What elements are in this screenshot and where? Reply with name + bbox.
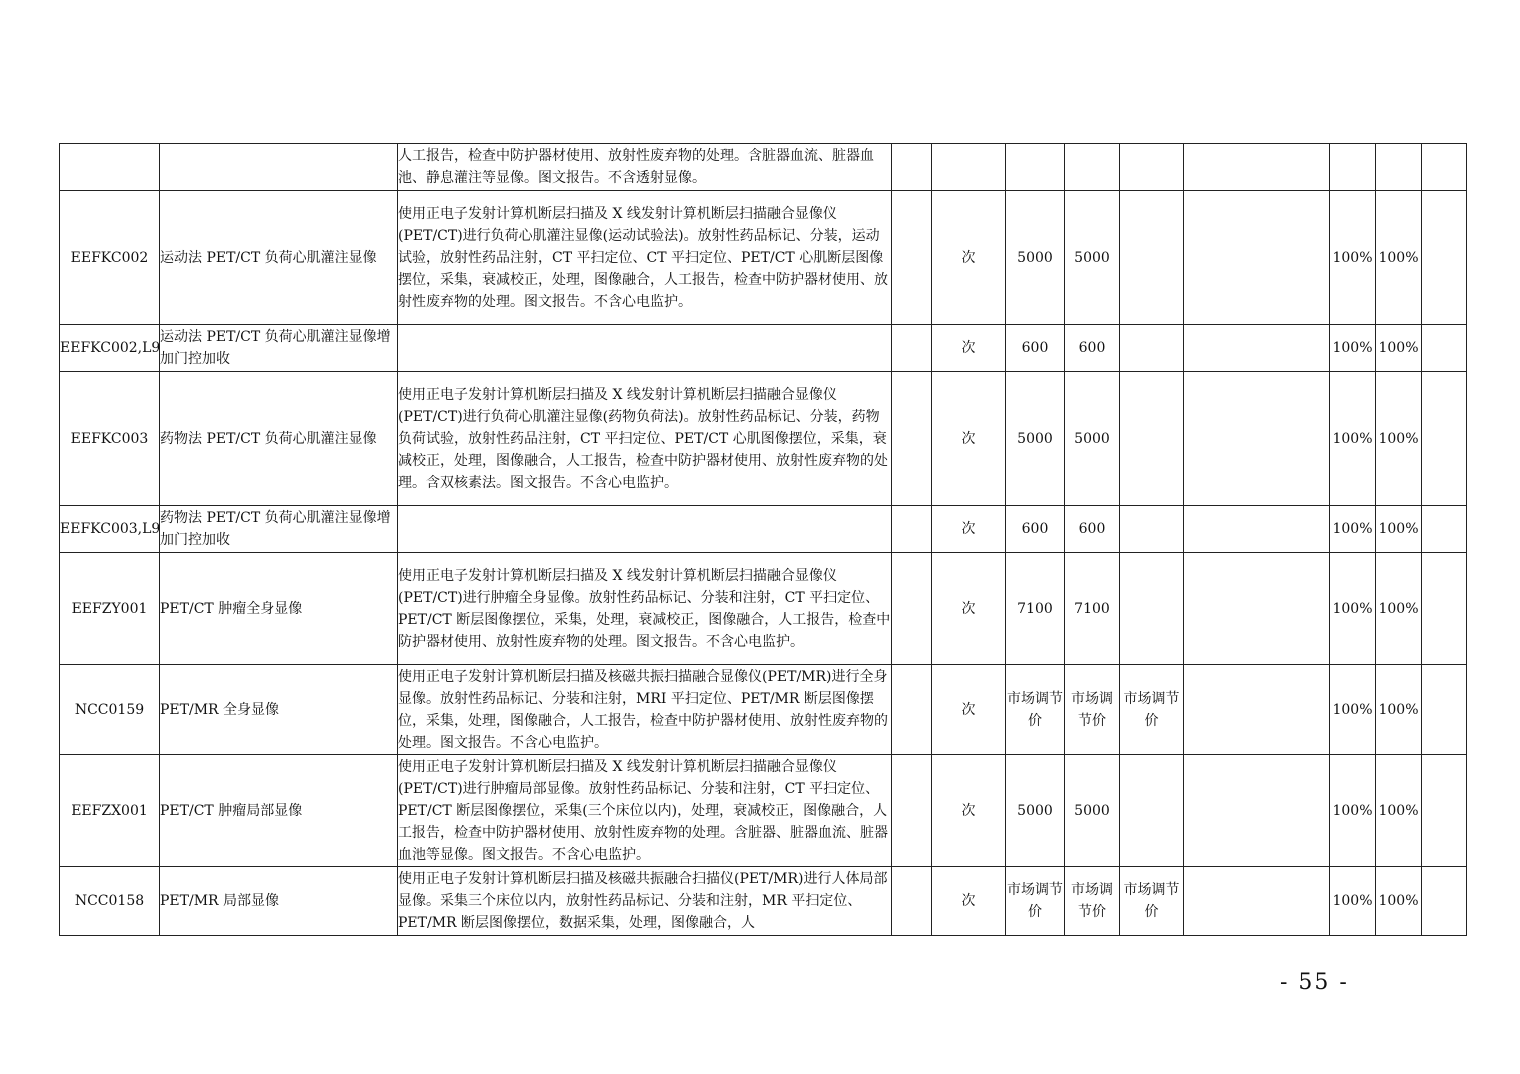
item-name: PET/MR 全身显像 [160, 665, 398, 755]
item-price-2: 市场调节价 [1065, 665, 1120, 755]
item-content: 使用正电子发射计算机断层扫描及 X 线发射计算机断层扫描融合显像仪(PET/CT)进行负荷心肌灌注显像(运动试验法)。放射性药品标记、分装，运动试验，放射性药品注射，CT 平扫定位、CT 平扫定位、PET/CT 心肌断层图像摆位，采集，衰减校正，处理，图像融合，人工报告，检查中防护器材使用、放射性废弃物的处理。图文报告。不含心电监护。 [398, 191, 892, 325]
item-code: EEFKC002 [60, 191, 160, 325]
item-pct-2: 100% [1376, 325, 1422, 372]
item-pct-2: 100% [1376, 372, 1422, 506]
page-number: - 55 - [1280, 970, 1349, 995]
item-name [160, 144, 398, 191]
blank-cell [1422, 867, 1467, 936]
blank-cell [892, 372, 932, 506]
item-name: PET/CT 肿瘤全身显像 [160, 553, 398, 665]
table-row [60, 553, 1467, 665]
item-pct-2 [1376, 144, 1422, 191]
item-code: EEFKC003 [60, 372, 160, 506]
item-price-1: 600 [1006, 506, 1065, 553]
item-content: 人工报告，检查中防护器材使用、放射性废弃物的处理。含脏器血流、脏器血池、静息灌注等显像。图文报告。不含透射显像。 [398, 144, 892, 191]
blank-cell [1184, 553, 1330, 665]
item-pct-2: 100% [1376, 191, 1422, 325]
item-code: NCC0159 [60, 665, 160, 755]
blank-cell [892, 191, 932, 325]
blank-cell [1184, 144, 1330, 191]
item-content: 使用正电子发射计算机断层扫描及 X 线发射计算机断层扫描融合显像仪(PET/CT)进行肿瘤全身显像。放射性药品标记、分装和注射，CT 平扫定位、PET/CT 断层图像摆位，采集，处理，衰减校正，图像融合，人工报告，检查中防护器材使用、放射性废弃物的处理。图文报告。不含心电监护。 [398, 553, 892, 665]
item-content: 使用正电子发射计算机断层扫描及核磁共振扫描融合显像仪(PET/MR)进行全身显像。放射性药品标记、分装和注射，MRI 平扫定位、PET/MR 断层图像摆位，采集，处理，图像融合，人工报告，检查中防护器材使用、放射性废弃物的处理。图文报告。不含心电监护。 [398, 665, 892, 755]
item-unit: 次 [932, 755, 1006, 867]
item-pct-2: 100% [1376, 553, 1422, 665]
item-unit: 次 [932, 665, 1006, 755]
item-code: EEFKC002,L9 [60, 325, 160, 372]
blank-cell [1184, 867, 1330, 936]
table-row [60, 755, 1467, 867]
blank-cell [1422, 372, 1467, 506]
item-price-3 [1120, 325, 1184, 372]
item-unit: 次 [932, 867, 1006, 936]
item-name: 药物法 PET/CT 负荷心肌灌注显像增加门控加收 [160, 506, 398, 553]
item-unit: 次 [932, 372, 1006, 506]
item-pct-2: 100% [1376, 867, 1422, 936]
item-pct-1 [1330, 144, 1376, 191]
item-price-2: 7100 [1065, 553, 1120, 665]
blank-cell [1422, 325, 1467, 372]
item-name: 运动法 PET/CT 负荷心肌灌注显像增加门控加收 [160, 325, 398, 372]
item-price-2: 市场调节价 [1065, 867, 1120, 936]
item-pct-1: 100% [1330, 665, 1376, 755]
item-name: 运动法 PET/CT 负荷心肌灌注显像 [160, 191, 398, 325]
blank-cell [892, 867, 932, 936]
item-content: 使用正电子发射计算机断层扫描及 X 线发射计算机断层扫描融合显像仪(PET/CT)进行肿瘤局部显像。放射性药品标记、分装和注射，CT 平扫定位、PET/CT 断层图像摆位，采集(三个床位以内)，处理，衰减校正，图像融合，人工报告，检查中防护器材使用、放射性废弃物的处理。含脏器、脏器血流、脏器血池等显像。图文报告。不含心电监护。 [398, 755, 892, 867]
item-price-3 [1120, 144, 1184, 191]
table-row [60, 144, 1467, 191]
blank-cell [1184, 665, 1330, 755]
item-price-3 [1120, 506, 1184, 553]
blank-cell [1184, 372, 1330, 506]
item-price-2: 600 [1065, 506, 1120, 553]
item-code: NCC0158 [60, 867, 160, 936]
item-price-2 [1065, 144, 1120, 191]
item-price-2: 5000 [1065, 755, 1120, 867]
item-price-1: 5000 [1006, 191, 1065, 325]
item-name: PET/CT 肿瘤局部显像 [160, 755, 398, 867]
table-row [60, 325, 1467, 372]
item-unit [932, 144, 1006, 191]
item-code: EEFZY001 [60, 553, 160, 665]
table-row [60, 665, 1467, 755]
blank-cell [1422, 191, 1467, 325]
item-price-3: 市场调节价 [1120, 867, 1184, 936]
blank-cell [892, 325, 932, 372]
item-price-3: 市场调节价 [1120, 665, 1184, 755]
item-price-1 [1006, 144, 1065, 191]
blank-cell [892, 144, 932, 191]
blank-cell [892, 755, 932, 867]
item-price-1: 7100 [1006, 553, 1065, 665]
item-unit: 次 [932, 191, 1006, 325]
blank-cell [1422, 553, 1467, 665]
item-content: 使用正电子发射计算机断层扫描及核磁共振融合扫描仪(PET/MR)进行人体局部显像。采集三个床位以内，放射性药品标记、分装和注射，MR 平扫定位、PET/MR 断层图像摆位，数据采集，处理，图像融合，人 [398, 867, 892, 936]
item-price-3 [1120, 755, 1184, 867]
item-price-1: 5000 [1006, 372, 1065, 506]
table-row [60, 506, 1467, 553]
item-code [60, 144, 160, 191]
item-pct-1: 100% [1330, 553, 1376, 665]
item-price-2: 5000 [1065, 191, 1120, 325]
item-pct-1: 100% [1330, 325, 1376, 372]
blank-cell [1422, 506, 1467, 553]
price-table [59, 143, 1467, 936]
item-price-3 [1120, 372, 1184, 506]
table-row [60, 867, 1467, 936]
item-pct-1: 100% [1330, 755, 1376, 867]
item-pct-1: 100% [1330, 372, 1376, 506]
item-code: EEFZX001 [60, 755, 160, 867]
item-price-1: 5000 [1006, 755, 1065, 867]
item-content [398, 325, 892, 372]
item-unit: 次 [932, 325, 1006, 372]
item-price-1: 市场调节价 [1006, 867, 1065, 936]
table-row [60, 372, 1467, 506]
item-price-3 [1120, 191, 1184, 325]
item-price-2: 5000 [1065, 372, 1120, 506]
item-pct-2: 100% [1376, 665, 1422, 755]
blank-cell [1184, 191, 1330, 325]
item-name: PET/MR 局部显像 [160, 867, 398, 936]
item-price-3 [1120, 553, 1184, 665]
table-row [60, 191, 1467, 325]
blank-cell [1184, 506, 1330, 553]
blank-cell [892, 665, 932, 755]
item-pct-1: 100% [1330, 506, 1376, 553]
blank-cell [892, 506, 932, 553]
item-unit: 次 [932, 506, 1006, 553]
blank-cell [892, 553, 932, 665]
item-content: 使用正电子发射计算机断层扫描及 X 线发射计算机断层扫描融合显像仪(PET/CT)进行负荷心肌灌注显像(药物负荷法)。放射性药品标记、分装，药物负荷试验，放射性药品注射，CT 平扫定位、PET/CT 心肌图像摆位，采集，衰减校正，处理，图像融合，人工报告，检查中防护器材使用、放射性废弃物的处理。含双核素法。图文报告。不含心电监护。 [398, 372, 892, 506]
item-price-2: 600 [1065, 325, 1120, 372]
item-code: EEFKC003,L9 [60, 506, 160, 553]
item-pct-1: 100% [1330, 867, 1376, 936]
item-pct-1: 100% [1330, 191, 1376, 325]
blank-cell [1184, 325, 1330, 372]
blank-cell [1422, 755, 1467, 867]
blank-cell [1184, 755, 1330, 867]
blank-cell [1422, 665, 1467, 755]
item-name: 药物法 PET/CT 负荷心肌灌注显像 [160, 372, 398, 506]
item-price-1: 600 [1006, 325, 1065, 372]
item-pct-2: 100% [1376, 755, 1422, 867]
item-unit: 次 [932, 553, 1006, 665]
blank-cell [1422, 144, 1467, 191]
item-content [398, 506, 892, 553]
item-pct-2: 100% [1376, 506, 1422, 553]
item-price-1: 市场调节价 [1006, 665, 1065, 755]
